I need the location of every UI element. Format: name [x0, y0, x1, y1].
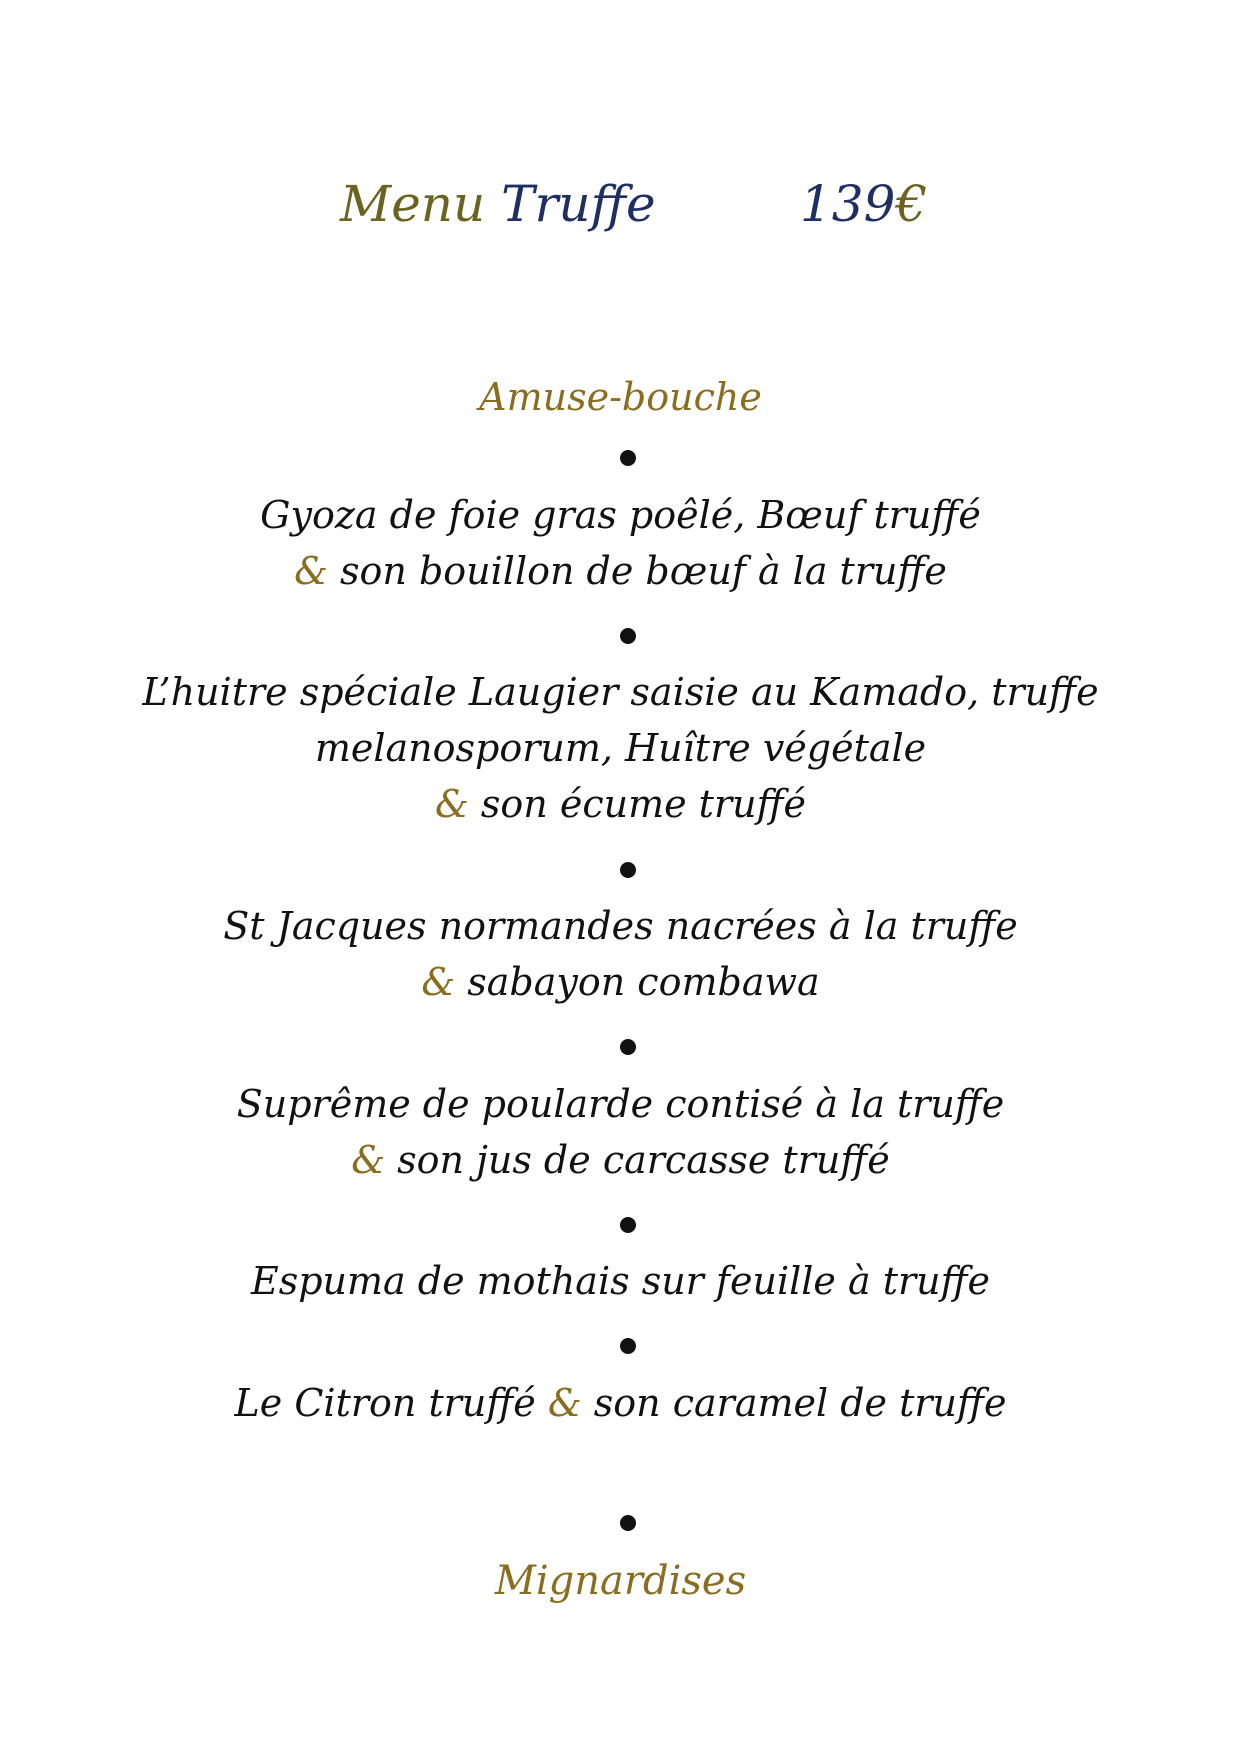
ampersand: &: [294, 549, 328, 593]
menu-name: [340, 174, 656, 234]
bullet-separator: [620, 1039, 636, 1055]
course-4-line-1: Suprême de poularde contisé à la truffe: [236, 1082, 1005, 1126]
course-4-line-2: [0, 1135, 1241, 1185]
menu-price-currency: €: [895, 175, 928, 233]
menu-name-word-1: Menu: [340, 175, 486, 233]
course-2-line-3-text: son écume truffé: [480, 782, 807, 826]
course-2-line-2: melanosporum, Huître végétale: [314, 726, 927, 770]
bullet-separator: [620, 628, 636, 644]
menu-price: [800, 174, 927, 234]
course-1-line-2: [0, 546, 1241, 596]
menu-price-number: 139: [800, 175, 896, 233]
ampersand: &: [434, 782, 469, 826]
course-6-line-1: [0, 1378, 1241, 1428]
course-3-line-2: [0, 957, 1241, 1007]
course-2-line-1: L’huitre spéciale Laugier saisie au Kamado, truffe: [142, 670, 1099, 714]
course-6-line-1-part-a: Le Citron truffé: [234, 1381, 536, 1425]
ampersand: &: [351, 1138, 386, 1182]
ampersand: &: [547, 1381, 582, 1425]
bullet-separator: [620, 450, 636, 466]
course-5-line-1: Espuma de mothais sur feuille à truffe: [250, 1259, 991, 1303]
course-4-line-2-text: son jus de carcasse truffé: [397, 1138, 890, 1182]
bullet-separator: [620, 1217, 636, 1233]
ampersand: &: [421, 960, 456, 1004]
course-1-line-2-text: son bouillon de bœuf à la truffe: [340, 549, 947, 593]
bullet-separator: [620, 1515, 636, 1531]
bullet-separator: [620, 1338, 636, 1354]
bullet-separator: [620, 862, 636, 878]
mignardises-heading: Mignardises: [494, 1558, 747, 1604]
amuse-bouche-heading: Amuse-bouche: [479, 375, 762, 419]
course-6-line-1-part-b: son caramel de truffe: [593, 1381, 1007, 1425]
course-2-line-3: [0, 779, 1241, 829]
course-3-line-2-text: sabayon combawa: [467, 960, 820, 1004]
course-1-line-1: Gyoza de foie gras poêlé, Bœuf truffé: [260, 493, 981, 537]
menu-name-word-2: Truffe: [501, 175, 656, 233]
page-title: [0, 168, 1241, 238]
course-3-line-1: St Jacques normandes nacrées à la truffe: [223, 904, 1018, 948]
